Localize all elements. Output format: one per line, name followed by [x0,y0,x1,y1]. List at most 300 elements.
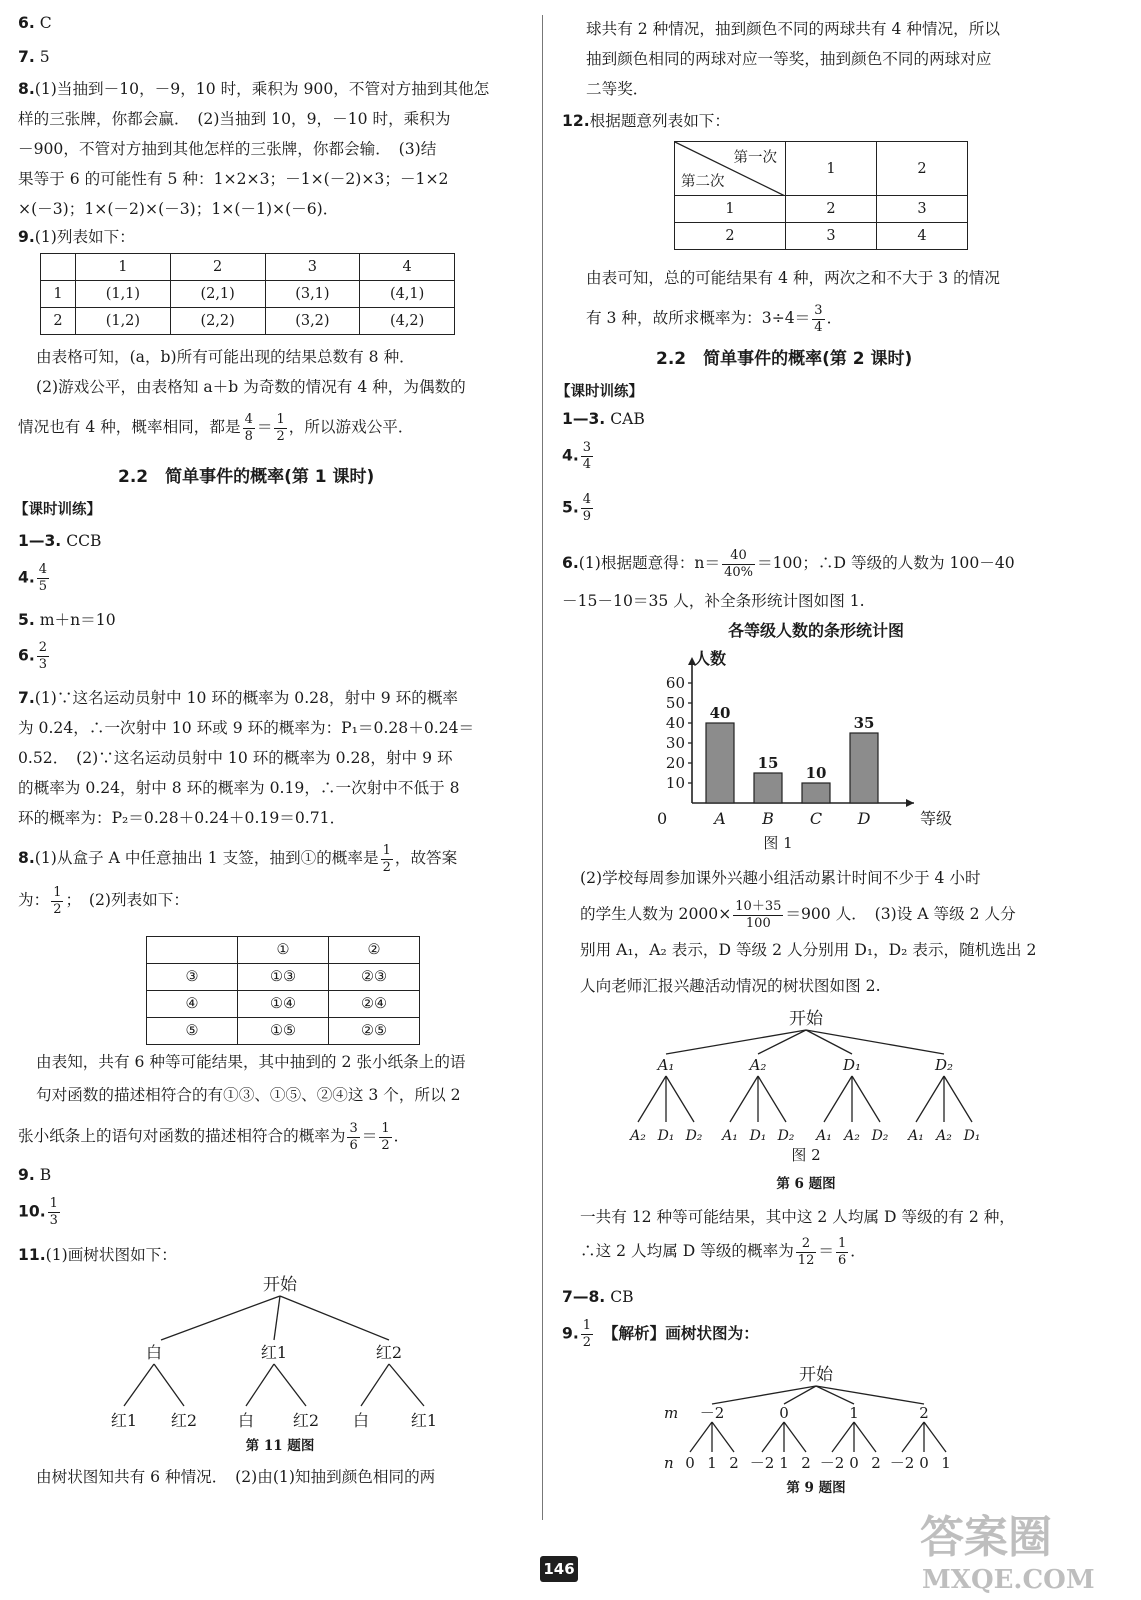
table-q9 [40,253,455,335]
denominator: 4 [814,319,823,335]
answer-text: B [39,1166,52,1184]
text-line: 的学生人数为 2000× [580,905,732,923]
figure-caption: 第 6 题图 [776,1176,836,1192]
tree-edge [832,1422,854,1452]
answer-8b-body [36,1046,466,1112]
tree-leaf: D₂ [685,1128,703,1144]
tree-leaf: A₂ [844,1128,860,1144]
tree-leaf: 0 [849,1454,859,1472]
text-line: 人向老师汇报兴趣活动情况的树状图如图 2. [580,977,881,995]
text-line: 二等奖． [586,80,649,98]
bar-chart [656,616,1036,866]
fraction [274,412,286,445]
text-line: 由表格可知，(a，b)所有可能出现的结果总数有 8 种． [36,348,415,366]
numerator: 1 [381,1120,390,1136]
column-divider [542,15,543,1520]
text-line: ． [393,1127,410,1145]
tree-node: D₁ [842,1056,862,1074]
q-number: 4. [562,446,579,465]
data-label: 35 [853,714,875,732]
tree-edge [690,1422,712,1452]
y-tick-label: 40 [665,714,685,732]
table-cell: ⑤ [147,1018,238,1045]
denominator: 100 [745,915,771,931]
table-cell [41,254,76,281]
tree-node: －2 [699,1404,725,1422]
answer-text: CB [610,1288,634,1306]
tree-edge [944,1076,972,1122]
tree-leaf: D₁ [657,1128,675,1144]
text-line: (2)游戏公平，由表格知 a＋b 为奇数的情况有 4 种，为偶数的 [36,378,466,396]
answer-10 [18,1196,62,1229]
table-q12 [674,141,968,250]
text-line: －15－10＝35 人，补全条形统计图如图 1. [562,592,865,610]
equals: ＝ [361,1127,378,1145]
tree-leaf: 红2 [292,1411,320,1430]
q-number: 12. [562,112,590,130]
numerator: 4 [582,492,592,507]
denominator: 3 [38,657,48,672]
text-line: 一共有 12 种等可能结果，其中这 2 人均属 D 等级的有 2 种， [580,1208,1015,1226]
table-row [41,308,455,335]
equals: ＝ [256,418,273,436]
text-line: 果等于 6 的可能性有 5 种：1×2×3；－1×(－2)×3；－1×2 [18,170,449,188]
tree-leaf: 1 [707,1454,717,1472]
q-number: 11. [18,1246,46,1264]
table-cell: (3,2) [265,308,360,335]
tree-leaf: －2 [889,1454,915,1472]
text-line: ，所以游戏公平． [288,418,414,436]
tree-node: 红2 [375,1343,403,1362]
figure-caption: 第 11 题图 [245,1438,315,1454]
answer-text: CCB [66,532,102,550]
table-cell: 1 [41,281,76,308]
numerator: 1 [582,1318,592,1333]
numerator: 10＋35 [735,898,782,914]
answer-5-b [562,492,595,525]
answer-1-3-b [562,404,645,434]
answer-4 [18,562,51,595]
tree-edge [712,1422,734,1452]
text-line: (1)画树状图如下： [45,1246,177,1264]
denominator: 4 [582,457,592,472]
fraction [722,548,755,581]
denominator: 2 [381,1137,390,1153]
tree-node: 0 [779,1404,789,1422]
table-cell: ①④ [238,991,329,1018]
x-tick-label: C [809,809,823,828]
tree-leaf: 红2 [170,1411,198,1430]
tree-leaf: A₁ [722,1128,738,1144]
q-number: 5. [18,611,35,629]
axis-origin-label: 0 [657,809,668,828]
bar-D [850,733,878,803]
tree-leaf: 红1 [110,1411,138,1430]
table-row [147,1018,420,1045]
tree-edge [758,1076,786,1122]
tree-leaf: A₁ [908,1128,924,1144]
y-tick-label: 50 [665,694,685,712]
table-row [675,223,968,250]
row-label-n: n [664,1454,674,1472]
answer-7 [18,42,50,72]
corner-label: 第二次 [681,174,725,190]
tree-leaf: D₂ [777,1128,795,1144]
tree-leaf: 白 [352,1411,370,1430]
table-cell: ③ [147,964,238,991]
text-line: ． [826,309,843,327]
answer-6-b-part2 [580,860,1036,1004]
table-cell: (4,2) [360,308,455,335]
tree-leaf: 白 [237,1411,255,1430]
table-cell: 3 [786,223,877,250]
table-cell [147,937,238,964]
fraction [581,1318,593,1351]
table-cell: ②⑤ [329,1018,420,1045]
fraction [796,1236,817,1269]
text-line: (1)根据题意得：n＝ [578,554,721,572]
numerator: 4 [244,411,253,427]
tree-leaf: 0 [919,1454,929,1472]
table-cell: 1 [76,254,171,281]
tree-leaf: D₁ [749,1128,767,1144]
fraction [37,640,49,673]
numerator: 1 [837,1235,847,1251]
tree-edge [784,1422,806,1452]
text-line: 别用 A₁，A₂ 表示，D 等级 2 人分别用 D₁，D₂ 表示，随机选出 2 [580,941,1037,959]
numerator: 3 [349,1120,358,1136]
tree-leaf: D₁ [963,1128,981,1144]
y-tick-label: 10 [665,774,685,792]
x-tick-label: B [762,809,774,828]
table-cell: 4 [877,223,968,250]
table-cell: (1,2) [76,308,171,335]
fraction [347,1121,359,1154]
q-number: 9. [18,228,35,246]
figure-caption: 图 1 [763,834,793,852]
fraction [733,899,783,932]
corner-label: 第一次 [733,150,777,166]
tree-node: 1 [849,1404,859,1422]
watermark-text: 答案圈 [920,1512,1052,1563]
answer-6b [18,640,51,673]
numerator: 1 [382,842,391,858]
tree-root: 开始 [789,1009,823,1029]
denominator: 2 [53,901,62,917]
figure-caption: 第 9 题图 [786,1480,846,1496]
table-cell: ④ [147,991,238,1018]
watermark-url: MXQE.COM [922,1565,1095,1595]
fraction [379,1121,391,1154]
table-cell: (3,1) [265,281,360,308]
numerator: 2 [796,1236,817,1253]
fraction [836,1236,848,1269]
section-tag: 【课时训练】 [14,502,101,518]
text-line: －900，不管对方抽到其他怎样的三张牌，你都会输． (3)结 [18,140,437,158]
table-cell: 2 [675,223,786,250]
answer-5 [18,605,116,635]
table-cell: 3 [877,196,968,223]
table-row [147,964,420,991]
q-number: 6. [562,554,579,572]
table-cell: 1 [675,196,786,223]
answer-text: m＋n＝10 [39,611,116,629]
answer-11-continued [586,14,1000,104]
table-cell: ② [329,937,420,964]
table-cell: (2,2) [170,308,265,335]
table-cell: ①③ [238,964,329,991]
answer-8 [18,74,489,224]
answer-6-b [562,544,1015,620]
numerator: 40 [722,548,755,565]
denominator: 8 [244,428,253,444]
q-number: 6. [18,646,35,665]
text-line: ＝900 人． (3)设 A 等级 2 人分 [785,905,1016,923]
tree-edge [824,1076,852,1122]
answer-7b [18,683,474,833]
numerator: 3 [582,440,592,455]
tree-diagram-q9 [656,1360,996,1500]
denominator: 3 [49,1213,58,1228]
tree-diagram-q11 [84,1268,484,1454]
fraction [581,492,593,525]
text-line: ×(－3)；1×(－2)×(－3)；1×(－1)×(－6)． [18,200,339,218]
q-number: 4. [18,568,35,587]
fraction [812,303,824,336]
denominator: 6 [837,1252,847,1268]
bar-C [802,783,830,803]
text-line: 为 0.24，∴一次射中 10 环或 9 环的概率为：P₁＝0.28＋0.24＝ [18,719,475,737]
numerator: 1 [49,1196,58,1211]
y-tick-label: 20 [665,754,685,772]
text-line: 抽到颜色相同的两球对应一等奖，抽到颜色不同的两球对应 [586,50,992,68]
table-cell: ①⑤ [238,1018,329,1045]
table-cell: 4 [360,254,455,281]
table-cell: 1 [786,142,877,196]
x-tick-label: D [857,809,871,828]
answer-1-3 [18,526,102,556]
tree-edge [816,1386,924,1404]
tree-edge [852,1076,880,1122]
tree-edge [666,1076,694,1122]
text-line: ． [850,1242,866,1260]
x-tick-label: A [714,809,726,828]
numerator: 4 [38,562,48,577]
text-line: 张小纸条上的语句对函数的描述相符合的概率为 [18,1127,346,1145]
answer-9-b [562,1318,759,1351]
tree-diagram-q6 [618,1004,1018,1194]
answer-11 [18,1240,177,1270]
chart-title: 各等级人数的条形统计图 [727,621,905,640]
watermark-logo [912,1500,1132,1596]
tree-leaf: 1 [941,1454,951,1472]
tree-edge [666,1030,806,1054]
numerator: 2 [38,640,48,655]
answer-6-b-part3 [580,1200,1015,1269]
answer-9b [18,1160,51,1190]
q-number: 10. [18,1202,46,1221]
fraction [37,562,49,595]
tree-leaf: －2 [749,1454,775,1472]
denominator: 9 [582,509,592,524]
tree-leaf: 红1 [410,1411,438,1430]
text-line: 为： [18,891,50,909]
table-row [675,196,968,223]
text-line: ＝100；∴D 等级的人数为 100－40 [756,554,1015,572]
fraction [48,1196,60,1229]
table-cell: ① [238,937,329,964]
q-number: 7—8. [562,1288,606,1306]
text-line: 由表知，共有 6 种等可能结果，其中抽到的 2 张小纸条上的语 [36,1053,466,1071]
tree-leaf: A₂ [936,1128,952,1144]
equals: ＝ [818,1242,834,1260]
q-number: 8. [18,80,35,98]
tree-edge [916,1076,944,1122]
denominator: 2 [276,428,285,444]
answer-12-body [586,258,1000,338]
answer-text: C [39,14,52,32]
tree-edge [762,1422,784,1452]
denominator: 12 [797,1252,815,1268]
tree-edge [730,1076,758,1122]
tree-node: 红1 [260,1343,288,1362]
answer-9-body [36,342,466,402]
answer-8b-conclusion [18,1116,409,1156]
tree-leaf: 0 [685,1454,695,1472]
q-number: 1—3. [18,532,62,550]
tree-node: A₂ [749,1056,767,1074]
text-line: 球共有 2 种情况，抽到颜色不同的两球共有 4 种情况，所以 [586,20,1000,38]
text-line: ∴这 2 人均属 D 等级的概率为 [580,1242,794,1260]
numerator: 1 [53,884,62,900]
tree-leaf: A₁ [816,1128,832,1144]
text-line: 样的三张牌，你都会赢． (2)当抽到 10，9，－10 时，乘积为 [18,110,451,128]
y-tick-label: 30 [665,734,685,752]
fraction [243,412,255,445]
table-cell: ②④ [329,991,420,1018]
text-line: (1)当抽到－10，－9，10 时，乘积为 900，不管对方抽到其他怎 [34,80,490,98]
tree-edge [806,1030,944,1054]
tree-node: D₂ [934,1056,954,1074]
y-axis-label: 人数 [694,649,727,668]
table-cell: 2 [170,254,265,281]
text-line: 由表可知，总的可能结果有 4 种，两次之和不大于 3 的情况 [586,269,1000,287]
text-line: (1)从盒子 A 中任意抽出 1 支签，抽到①的概率是 [34,849,379,867]
numerator: 1 [276,411,285,427]
answer-4-b [562,440,595,473]
text-line: 根据题意列表如下： [589,112,730,130]
tree-leaf: 2 [729,1454,739,1472]
text-line: (1)列表如下： [34,228,135,246]
section-heading: 2.2 简单事件的概率(第 2 课时) [656,349,913,369]
answer-9-conclusion [18,410,414,445]
q-number: 7. [18,689,35,707]
q-number: 8. [18,849,35,867]
q-number: 9. [18,1166,35,1184]
x-axis-label: 等级 [920,809,953,828]
fraction [581,440,593,473]
text-line: 情况也有 4 种，概率相同，都是 [18,418,241,436]
tree-edge [854,1422,876,1452]
tree-root: 开始 [799,1365,833,1385]
numerator: 3 [814,302,823,318]
table-cell: 2 [41,308,76,335]
table-cell: (4,1) [360,281,455,308]
q-number: 6. [18,14,35,32]
fraction [51,885,63,918]
answer-6 [18,8,52,38]
answer-11-body [36,1462,435,1492]
row-label-m: m [664,1404,679,1422]
answer-12 [562,106,730,136]
denominator: 2 [582,1335,592,1350]
tree-node: 2 [919,1404,929,1422]
table-corner-cell [675,142,786,196]
q-number: 9. [562,1324,579,1343]
answer-text: CAB [610,410,645,428]
tree-edge [924,1422,946,1452]
x-axis-arrow [906,799,914,807]
table-cell: (1,1) [76,281,171,308]
tree-node: 白 [145,1343,163,1362]
text-line: ； (2)列表如下： [65,891,189,909]
section-tag: 【课时训练】 [556,384,643,400]
table-cell: ②③ [329,964,420,991]
text-line: 有 3 种，故所求概率为：3÷4＝ [586,309,811,327]
tree-edge [902,1422,924,1452]
bar-B [754,773,782,803]
text-line: 【解析】画树状图为： [610,1324,759,1343]
tree-node: A₁ [657,1056,675,1074]
data-label: 15 [757,754,779,772]
table-cell: 2 [786,196,877,223]
data-label: 10 [805,764,827,782]
text-line: 的概率为 0.24，射中 8 环的概率为 0.19，∴一次射中不低于 8 [18,779,460,797]
table-cell: (2,1) [170,281,265,308]
q-number: 7. [18,48,35,66]
tree-leaf: D₂ [871,1128,889,1144]
y-tick-label: 60 [665,674,685,692]
page-number: 146 [540,1556,578,1582]
tree-leaf: 1 [779,1454,789,1472]
answer-8b [18,840,457,918]
text-line: 句对函数的描述相符合的有①③、①⑤、②④这 3 个，所以 2 [36,1086,461,1104]
data-label: 40 [709,704,731,722]
bar-A [706,723,734,803]
q-number: 5. [562,498,579,517]
denominator: 6 [349,1137,358,1153]
section-heading: 2.2 简单事件的概率(第 1 课时) [118,467,375,487]
tree-leaf: 2 [801,1454,811,1472]
text-line: (2)学校每周参加课外兴趣小组活动累计时间不少于 4 小时 [580,869,981,887]
text-line: (1)∵这名运动员射中 10 环的概率为 0.28，射中 9 环的概率 [34,689,459,707]
answer-text: 5 [39,48,50,66]
text-line: ，故答案 [394,849,458,867]
tree-leaf: A₂ [630,1128,646,1144]
denominator: 5 [38,579,48,594]
denominator: 2 [382,859,391,875]
table-q8 [146,936,420,1045]
table-row [41,281,455,308]
text-line: 0.52． (2)∵这名运动员射中 10 环的概率为 0.28，射中 9 环 [18,749,453,767]
q-number: 1—3. [562,410,606,428]
tree-root: 开始 [263,1275,297,1295]
tree-edge [638,1076,666,1122]
table-cell: 3 [265,254,360,281]
text-line: 环的概率为：P₂＝0.28＋0.24＋0.19＝0.71． [18,809,346,827]
answer-9-intro [18,222,135,252]
denominator: 40% [724,564,753,580]
